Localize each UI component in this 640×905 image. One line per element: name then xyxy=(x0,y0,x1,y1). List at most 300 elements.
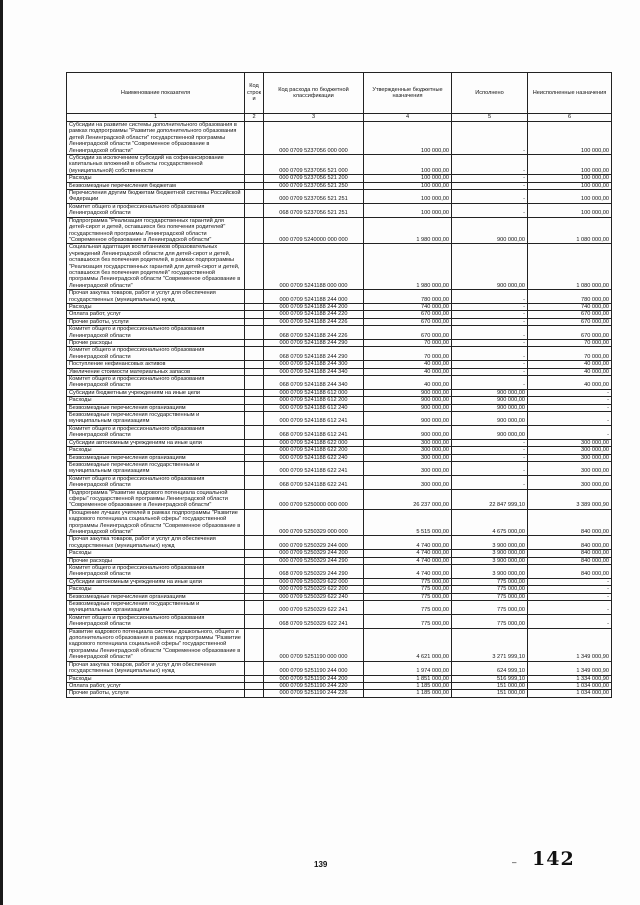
row-line-code xyxy=(245,565,264,579)
row-line-code xyxy=(245,217,264,244)
table-row xyxy=(67,376,612,390)
row-line-code xyxy=(245,536,264,550)
row-unexecuted: 780 000,00 xyxy=(528,290,612,304)
row-approved: 4 740 000,00 xyxy=(364,565,452,579)
row-line-code xyxy=(245,593,264,600)
row-unexecuted: 1 080 000,00 xyxy=(528,217,612,244)
row-executed: 624 999,10 xyxy=(452,661,528,675)
row-name: Поощрение лучших учителей в рамках подпрограммы "Развитие кадрового потенциала социальной сферы" государственной программы Ленинградской области "Современное образование в Ленинградской области" xyxy=(67,509,245,536)
row-approved: 100 000,00 xyxy=(364,182,452,189)
row-executed: 775 000,00 xyxy=(452,614,528,628)
row-budget-code: 068 0709 5241188 244 290 xyxy=(264,347,364,361)
row-line-code xyxy=(245,601,264,615)
row-name: Прочие расходы xyxy=(67,340,245,347)
row-line-code xyxy=(245,447,264,454)
row-name: Безвозмездные перечисления организациям xyxy=(67,404,245,411)
row-line-code xyxy=(245,690,264,697)
row-name: Субсидии автономным учреждениям на иные цели xyxy=(67,578,245,585)
row-line-code xyxy=(245,311,264,318)
row-budget-code: 000 0709 5241188 244 200 xyxy=(264,303,364,310)
row-budget-code: 000 0709 5241188 612 200 xyxy=(264,397,364,404)
table-row xyxy=(67,675,612,682)
row-name: Увеличение стоимости материальных запасов xyxy=(67,368,245,375)
row-approved: 70 000,00 xyxy=(364,340,452,347)
row-executed: - xyxy=(452,368,528,375)
row-approved: 775 000,00 xyxy=(364,614,452,628)
row-unexecuted: 40 000,00 xyxy=(528,376,612,390)
table-row xyxy=(67,155,612,175)
header-executed: Исполнено xyxy=(452,73,528,114)
table-header-row xyxy=(67,73,612,114)
row-executed: - xyxy=(452,203,528,217)
row-budget-code: 000 0709 5250329 622 200 xyxy=(264,586,364,593)
row-approved: 775 000,00 xyxy=(364,593,452,600)
row-unexecuted: 840 000,00 xyxy=(528,565,612,579)
row-budget-code: 000 0709 5237056 521 000 xyxy=(264,155,364,175)
row-budget-code: 000 0709 5241188 244 340 xyxy=(264,368,364,375)
row-line-code xyxy=(245,122,264,155)
table-row xyxy=(67,578,612,585)
row-approved: 780 000,00 xyxy=(364,290,452,304)
row-budget-code: 000 0709 5241188 244 000 xyxy=(264,290,364,304)
row-line-code xyxy=(245,326,264,340)
row-line-code xyxy=(245,318,264,325)
row-unexecuted: 70 000,00 xyxy=(528,347,612,361)
table-row xyxy=(67,404,612,411)
table-row xyxy=(67,244,612,290)
row-executed: 900 000,00 xyxy=(452,404,528,411)
table-row xyxy=(67,361,612,368)
row-budget-code: 000 0709 5250329 244 200 xyxy=(264,550,364,557)
row-approved: 670 000,00 xyxy=(364,311,452,318)
table-row xyxy=(67,389,612,396)
row-budget-code: 000 0709 5241188 612 241 xyxy=(264,412,364,426)
row-unexecuted: - xyxy=(528,601,612,615)
row-line-code xyxy=(245,475,264,489)
row-executed: - xyxy=(452,461,528,475)
row-approved: 4 740 000,00 xyxy=(364,550,452,557)
row-executed: 4 675 000,00 xyxy=(452,509,528,536)
row-name: Безвозмездные перечисления государственным и муниципальным организациям xyxy=(67,461,245,475)
table-row xyxy=(67,614,612,628)
row-approved: 100 000,00 xyxy=(364,175,452,182)
row-approved: 4 740 000,00 xyxy=(364,557,452,564)
row-name: Перечисления другим бюджетам бюджетной системы Российской Федерации xyxy=(67,190,245,204)
row-line-code xyxy=(245,175,264,182)
row-budget-code: 000 0709 5250329 622 240 xyxy=(264,593,364,600)
row-line-code xyxy=(245,155,264,175)
row-approved: 4 740 000,00 xyxy=(364,536,452,550)
row-name: Оплата работ, услуг xyxy=(67,682,245,689)
row-name: Субсидии на развитие системы дополнительного образования в рамках подпрограммы "Развитие дополнительного образования детей Ленинградской области" государственной программы Ленинградской области "Современное образование в Ленинградской области" xyxy=(67,122,245,155)
row-budget-code: 000 0709 5241188 244 220 xyxy=(264,311,364,318)
row-line-code xyxy=(245,675,264,682)
row-approved: 40 000,00 xyxy=(364,361,452,368)
row-line-code xyxy=(245,489,264,509)
row-budget-code: 068 0709 5241188 612 241 xyxy=(264,425,364,439)
row-unexecuted: 840 000,00 xyxy=(528,536,612,550)
row-name: Комитет общего и профессионального образования Ленинградской области xyxy=(67,425,245,439)
row-unexecuted: 70 000,00 xyxy=(528,340,612,347)
row-name: Расходы xyxy=(67,397,245,404)
row-approved: 775 000,00 xyxy=(364,586,452,593)
row-unexecuted: - xyxy=(528,614,612,628)
row-name: Комитет общего и профессионального образования Ленинградской области xyxy=(67,475,245,489)
row-executed: 151 000,00 xyxy=(452,690,528,697)
table-row xyxy=(67,425,612,439)
row-unexecuted: 40 000,00 xyxy=(528,361,612,368)
row-approved: 70 000,00 xyxy=(364,347,452,361)
row-unexecuted: 840 000,00 xyxy=(528,557,612,564)
table-row xyxy=(67,439,612,446)
row-executed: - xyxy=(452,376,528,390)
table-row xyxy=(67,601,612,615)
row-name: Субсидии автономным учреждениям на иные цели xyxy=(67,439,245,446)
table-row xyxy=(67,565,612,579)
row-name: Расходы xyxy=(67,675,245,682)
row-approved: 40 000,00 xyxy=(364,376,452,390)
row-executed: 900 000,00 xyxy=(452,389,528,396)
row-line-code xyxy=(245,461,264,475)
row-approved: 1 974 000,00 xyxy=(364,661,452,675)
row-line-code xyxy=(245,340,264,347)
row-line-code xyxy=(245,404,264,411)
table-row xyxy=(67,190,612,204)
row-unexecuted: - xyxy=(528,578,612,585)
row-approved: 1 851 000,00 xyxy=(364,675,452,682)
row-budget-code: 000 0709 5241188 612 000 xyxy=(264,389,364,396)
table-row xyxy=(67,217,612,244)
row-executed: - xyxy=(452,439,528,446)
table-row xyxy=(67,340,612,347)
row-budget-code: 068 0709 5241188 244 226 xyxy=(264,326,364,340)
table-row xyxy=(67,475,612,489)
row-executed: - xyxy=(452,454,528,461)
row-executed: 900 000,00 xyxy=(452,412,528,426)
row-budget-code: 068 0709 5237056 521 251 xyxy=(264,203,364,217)
row-name: Прочие работы, услуги xyxy=(67,318,245,325)
row-budget-code: 000 0709 5241188 000 000 xyxy=(264,244,364,290)
row-line-code xyxy=(245,586,264,593)
table-row xyxy=(67,461,612,475)
table-row xyxy=(67,326,612,340)
row-budget-code: 000 0709 5241188 244 300 xyxy=(264,361,364,368)
table-row xyxy=(67,203,612,217)
row-name: Прочая закупка товаров, работ и услуг для обеспечения государственных (муниципальных) нужд xyxy=(67,290,245,304)
row-name: Поступление нефинансовых активов xyxy=(67,361,245,368)
table-row xyxy=(67,175,612,182)
header-budget-code: Код расхода по бюджетной классификации xyxy=(264,73,364,114)
row-executed: 900 000,00 xyxy=(452,244,528,290)
row-name: Субсидии бюджетным учреждениям на иные цели xyxy=(67,389,245,396)
row-unexecuted: 670 000,00 xyxy=(528,318,612,325)
row-unexecuted: - xyxy=(528,389,612,396)
row-name: Прочая закупка товаров, работ и услуг для обеспечения государственных (муниципальных) нужд xyxy=(67,536,245,550)
table-row xyxy=(67,593,612,600)
row-name: Комитет общего и профессионального образования Ленинградской области xyxy=(67,565,245,579)
row-name: Безвозмездные перечисления организациям xyxy=(67,454,245,461)
row-executed: 3 900 000,00 xyxy=(452,565,528,579)
row-line-code xyxy=(245,182,264,189)
row-line-code xyxy=(245,661,264,675)
row-budget-code: 000 0709 5237056 521 251 xyxy=(264,190,364,204)
table-row xyxy=(67,412,612,426)
scan-edge xyxy=(0,0,3,905)
row-approved: 1 980 000,00 xyxy=(364,244,452,290)
row-budget-code: 068 0709 5241188 244 340 xyxy=(264,376,364,390)
row-executed: - xyxy=(452,190,528,204)
row-name: Социальная адаптация воспитанников образовательных учреждений Ленинградской области для детей-сирот и детей, оставшихся без попечения родителей, в рамках подпрограммы "Реализация государственных гарантий для детей-сирот и детей, оставшихся без попечения родителей" государственной программы Ленинградской области "Современное образование в Ленинградской области" xyxy=(67,244,245,290)
row-budget-code: 000 0709 5250329 244 290 xyxy=(264,557,364,564)
table-row xyxy=(67,661,612,675)
row-approved: 300 000,00 xyxy=(364,454,452,461)
row-budget-code: 000 0709 5250329 622 000 xyxy=(264,578,364,585)
table-row xyxy=(67,303,612,310)
table-row xyxy=(67,454,612,461)
row-unexecuted: 1 034 000,00 xyxy=(528,682,612,689)
row-line-code xyxy=(245,389,264,396)
row-name: Расходы xyxy=(67,550,245,557)
row-unexecuted: 1 349 000,90 xyxy=(528,628,612,661)
row-unexecuted: 840 000,00 xyxy=(528,509,612,536)
row-executed: - xyxy=(452,182,528,189)
row-budget-code: 000 0709 5251190 244 200 xyxy=(264,675,364,682)
row-executed: 3 900 000,00 xyxy=(452,550,528,557)
table-row xyxy=(67,509,612,536)
row-executed: - xyxy=(452,311,528,318)
column-number-row xyxy=(67,114,612,122)
row-line-code xyxy=(245,628,264,661)
row-executed: 900 000,00 xyxy=(452,217,528,244)
row-budget-code: 000 0709 5237056 000 000 xyxy=(264,122,364,155)
row-name: Комитет общего и профессионального образования Ленинградской области xyxy=(67,326,245,340)
row-unexecuted: 670 000,00 xyxy=(528,326,612,340)
row-budget-code: 000 0709 5251190 244 220 xyxy=(264,682,364,689)
row-budget-code: 000 0709 5241188 244 290 xyxy=(264,340,364,347)
row-executed: - xyxy=(452,303,528,310)
row-budget-code: 000 0709 5240000 000 000 xyxy=(264,217,364,244)
row-budget-code: 000 0709 5237056 521 200 xyxy=(264,175,364,182)
row-executed: 775 000,00 xyxy=(452,593,528,600)
row-budget-code: 000 0709 5241188 622 241 xyxy=(264,461,364,475)
row-line-code xyxy=(245,509,264,536)
row-executed: - xyxy=(452,447,528,454)
row-approved: 300 000,00 xyxy=(364,475,452,489)
row-approved: 4 621 000,00 xyxy=(364,628,452,661)
column-number: 5 xyxy=(452,114,528,122)
row-unexecuted: 740 000,00 xyxy=(528,303,612,310)
row-name: Безвозмездные перечисления бюджетам xyxy=(67,182,245,189)
row-approved: 900 000,00 xyxy=(364,389,452,396)
row-approved: 300 000,00 xyxy=(364,447,452,454)
row-name: Комитет общего и профессионального образования Ленинградской области xyxy=(67,347,245,361)
row-line-code xyxy=(245,244,264,290)
row-unexecuted: 100 000,00 xyxy=(528,122,612,155)
row-unexecuted: - xyxy=(528,586,612,593)
row-budget-code: 068 0709 5250329 622 241 xyxy=(264,614,364,628)
row-name: Комитет общего и профессионального образования Ленинградской области xyxy=(67,614,245,628)
row-line-code xyxy=(245,347,264,361)
row-line-code xyxy=(245,303,264,310)
row-line-code xyxy=(245,412,264,426)
table-row xyxy=(67,628,612,661)
row-line-code xyxy=(245,682,264,689)
row-executed: - xyxy=(452,361,528,368)
row-executed: 775 000,00 xyxy=(452,586,528,593)
row-budget-code: 068 0709 5241188 622 241 xyxy=(264,475,364,489)
row-unexecuted: 100 000,00 xyxy=(528,190,612,204)
header-line-code: Код строк и xyxy=(245,73,264,114)
row-budget-code: 000 0709 5251190 244 000 xyxy=(264,661,364,675)
row-approved: 900 000,00 xyxy=(364,412,452,426)
row-executed: 516 999,10 xyxy=(452,675,528,682)
page-number: 139 xyxy=(314,860,328,869)
row-line-code xyxy=(245,425,264,439)
column-number: 6 xyxy=(528,114,612,122)
row-executed: - xyxy=(452,155,528,175)
row-executed: 900 000,00 xyxy=(452,397,528,404)
row-unexecuted: 100 000,00 xyxy=(528,155,612,175)
table-row xyxy=(67,182,612,189)
row-name: Расходы xyxy=(67,447,245,454)
table-row xyxy=(67,682,612,689)
row-name: Прочие расходы xyxy=(67,557,245,564)
row-name: Прочие работы, услуги xyxy=(67,690,245,697)
table-row xyxy=(67,347,612,361)
row-budget-code: 000 0709 5251190 000 000 xyxy=(264,628,364,661)
row-approved: 1 185 000,00 xyxy=(364,690,452,697)
row-unexecuted: 300 000,00 xyxy=(528,447,612,454)
row-executed: - xyxy=(452,318,528,325)
row-line-code xyxy=(245,550,264,557)
row-name: Безвозмездные перечисления государственным и муниципальным организациям xyxy=(67,601,245,615)
row-approved: 100 000,00 xyxy=(364,155,452,175)
table-row xyxy=(67,550,612,557)
row-name: Подпрограмма "Развитие кадрового потенциала социальной сферы" государственной программы Ленинградской области "Современное образование в Ленинградской области" xyxy=(67,489,245,509)
table-row xyxy=(67,586,612,593)
row-unexecuted: - xyxy=(528,397,612,404)
handwritten-page-stamp: 142 xyxy=(532,848,575,870)
row-approved: 5 515 000,00 xyxy=(364,509,452,536)
row-executed: - xyxy=(452,122,528,155)
row-budget-code: 000 0709 5250329 622 241 xyxy=(264,601,364,615)
row-budget-code: 000 0709 5250329 244 000 xyxy=(264,536,364,550)
row-approved: 1 185 000,00 xyxy=(364,682,452,689)
row-executed: 775 000,00 xyxy=(452,578,528,585)
row-unexecuted: - xyxy=(528,425,612,439)
row-approved: 100 000,00 xyxy=(364,122,452,155)
row-executed: - xyxy=(452,347,528,361)
row-name: Комитет общего и профессионального образования Ленинградской области xyxy=(67,203,245,217)
row-line-code xyxy=(245,290,264,304)
row-name: Расходы xyxy=(67,303,245,310)
table-row xyxy=(67,318,612,325)
row-name: Развитие кадрового потенциала системы дошкольного, общего и дополнительного образования в рамках подпрограммы "Развитие кадрового потенциала социальной сферы" государственной программы Ленинградской области "Современное образование в Ленинградской области" xyxy=(67,628,245,661)
row-name: Безвозмездные перечисления государственным и муниципальным организациям xyxy=(67,412,245,426)
row-budget-code: 000 0709 5241188 622 200 xyxy=(264,447,364,454)
row-approved: 670 000,00 xyxy=(364,326,452,340)
row-line-code xyxy=(245,368,264,375)
row-budget-code: 000 0709 5241188 622 240 xyxy=(264,454,364,461)
budget-execution-table xyxy=(66,72,612,698)
row-executed: - xyxy=(452,175,528,182)
row-name: Безвозмездные перечисления организациям xyxy=(67,593,245,600)
row-unexecuted: 300 000,00 xyxy=(528,461,612,475)
row-unexecuted: 300 000,00 xyxy=(528,475,612,489)
table-row xyxy=(67,536,612,550)
row-unexecuted: 100 000,00 xyxy=(528,182,612,189)
row-executed: 3 900 000,00 xyxy=(452,557,528,564)
row-executed: 900 000,00 xyxy=(452,425,528,439)
header-name: Наименование показателя xyxy=(67,73,245,114)
row-approved: 300 000,00 xyxy=(364,439,452,446)
row-approved: 775 000,00 xyxy=(364,578,452,585)
row-unexecuted: 840 000,00 xyxy=(528,550,612,557)
row-unexecuted: 1 034 000,00 xyxy=(528,690,612,697)
row-budget-code: 000 0709 5241188 244 226 xyxy=(264,318,364,325)
table-row xyxy=(67,557,612,564)
header-unexecuted: Неисполненные назначения xyxy=(528,73,612,114)
table-row xyxy=(67,447,612,454)
row-executed: 3 271 999,10 xyxy=(452,628,528,661)
row-name: Субсидии за исключением субсидий на софинансирование капитальных вложений в объекты государственной (муниципальной) собственности xyxy=(67,155,245,175)
column-number: 3 xyxy=(264,114,364,122)
row-approved: 100 000,00 xyxy=(364,203,452,217)
row-budget-code: 000 0709 5241188 622 000 xyxy=(264,439,364,446)
row-budget-code: 000 0709 5250329 000 000 xyxy=(264,509,364,536)
row-approved: 1 980 000,00 xyxy=(364,217,452,244)
row-approved: 670 000,00 xyxy=(364,318,452,325)
row-approved: 900 000,00 xyxy=(364,425,452,439)
row-unexecuted: 100 000,00 xyxy=(528,175,612,182)
row-approved: 900 000,00 xyxy=(364,397,452,404)
table-row xyxy=(67,122,612,155)
row-name: Комитет общего и профессионального образования Ленинградской области xyxy=(67,376,245,390)
row-unexecuted: - xyxy=(528,404,612,411)
footer-dash: – xyxy=(512,858,517,867)
row-line-code xyxy=(245,578,264,585)
row-unexecuted: 300 000,00 xyxy=(528,454,612,461)
row-budget-code: 000 0709 5241188 612 240 xyxy=(264,404,364,411)
row-unexecuted: 300 000,00 xyxy=(528,439,612,446)
row-unexecuted: - xyxy=(528,593,612,600)
row-unexecuted: 670 000,00 xyxy=(528,311,612,318)
row-line-code xyxy=(245,397,264,404)
column-number: 2 xyxy=(245,114,264,122)
row-line-code xyxy=(245,614,264,628)
row-name: Оплата работ, услуг xyxy=(67,311,245,318)
row-unexecuted: 1 080 000,00 xyxy=(528,244,612,290)
row-budget-code: 000 0709 5251190 244 226 xyxy=(264,690,364,697)
row-executed: - xyxy=(452,326,528,340)
row-executed: 151 000,00 xyxy=(452,682,528,689)
header-approved: Утвержденные бюджетные назначения xyxy=(364,73,452,114)
row-executed: - xyxy=(452,290,528,304)
row-executed: - xyxy=(452,340,528,347)
row-approved: 900 000,00 xyxy=(364,404,452,411)
row-approved: 775 000,00 xyxy=(364,601,452,615)
row-line-code xyxy=(245,454,264,461)
table-row xyxy=(67,368,612,375)
table-body xyxy=(67,122,612,698)
row-budget-code: 000 0709 5237056 521 250 xyxy=(264,182,364,189)
row-approved: 300 000,00 xyxy=(364,461,452,475)
row-budget-code: 000 0709 5250000 000 000 xyxy=(264,489,364,509)
row-line-code xyxy=(245,439,264,446)
table-row xyxy=(67,690,612,697)
row-line-code xyxy=(245,361,264,368)
row-line-code xyxy=(245,190,264,204)
